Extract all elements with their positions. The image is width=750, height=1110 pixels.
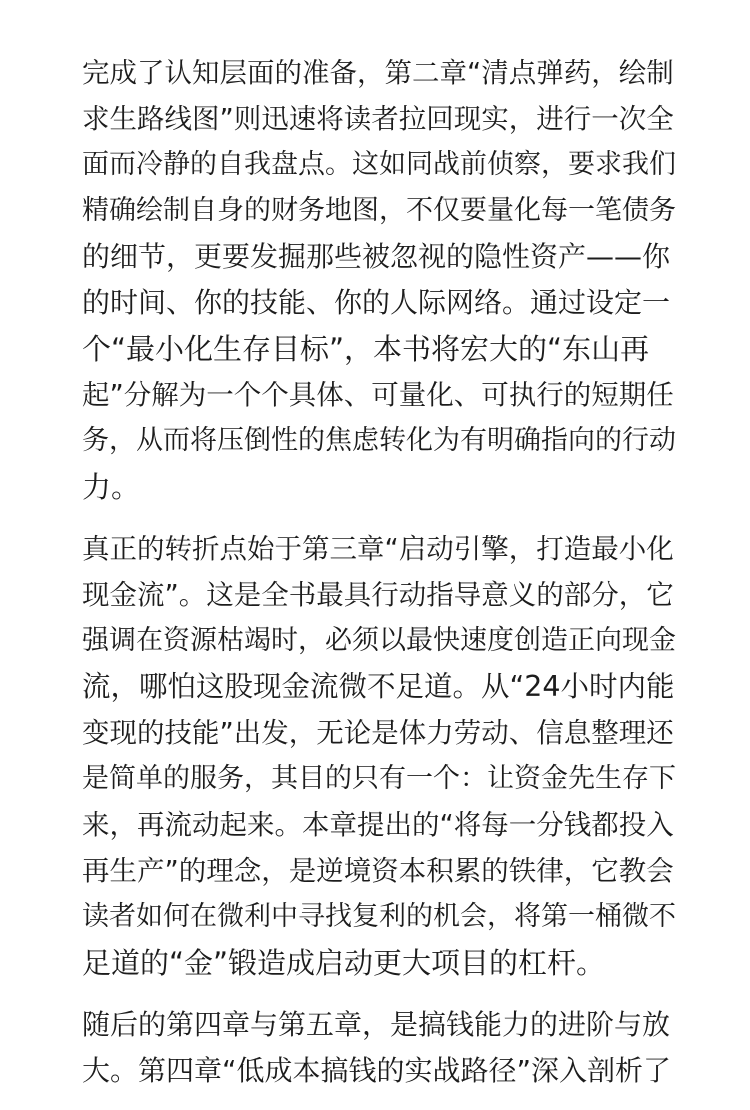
text-line: 足道的“金”锻造成启动更大项目的杠杆。: [82, 946, 606, 980]
text-line: 读者如何在微利中寻找复利的机会，将第一桶微不: [82, 901, 676, 932]
text-line: 个“最小化生存目标”，本书将宏大的“东山再: [82, 332, 650, 366]
text-line: 随后的第四章与第五章，是搞钱能力的进阶与放: [82, 1008, 671, 1041]
text-line: 务，从而将压倒性的焦虑转化为有明确指向的行动: [82, 425, 676, 456]
text-line: 是简单的服务，其目的只有一个：让资金先生存下: [82, 763, 676, 794]
text-line: 完成了认知层面的准备，第二章“清点弹药，绘制: [82, 57, 674, 89]
text-line: 大。第四章“低成本搞钱的实战路径”深入剖析了: [82, 1054, 672, 1087]
text-line: 再生产”的理念，是逆境资本积累的铁律，它教会: [82, 855, 674, 887]
text-line: 变现的技能”出发，无论是体力劳动、信息整理还: [82, 717, 674, 749]
paragraph-chapter-three: [82, 526, 678, 986]
text-line: 来，再流动起来。本章提出的“将每一分钱都投入: [82, 809, 674, 841]
text-line: 面而冷静的自我盘点。这如同战前侦察，要求我们: [82, 149, 676, 180]
article-body: [82, 50, 678, 1110]
text-line: 求生路线图”则迅速将读者拉回现实，进行一次全: [82, 103, 674, 135]
text-line: 强调在资源枯竭时，必须以最快速度创造正向现金: [82, 625, 676, 656]
paragraph-chapter-four-five: [82, 1002, 678, 1094]
text-line: 起”分解为一个个具体、可量化、可执行的短期任: [82, 379, 674, 411]
text-line: 力。: [82, 470, 141, 504]
text-line: 精确绘制自身的财务地图，不仅要量化每一笔债务: [82, 195, 676, 226]
text-line: 的时间、你的技能、你的人际网络。通过设定一: [82, 286, 671, 319]
text-line: 的细节，更要发掘那些被忽视的隐性资产——你: [82, 240, 671, 273]
text-line: 流，哪怕这股现金流微不足道。从“24小时内能: [82, 670, 675, 703]
text-line: 现金流”。这是全书最具行动指导意义的部分，它: [82, 579, 674, 611]
text-line: 真正的转折点始于第三章“启动引擎，打造最小化: [82, 533, 674, 565]
paragraph-chapter-two: [82, 50, 678, 510]
